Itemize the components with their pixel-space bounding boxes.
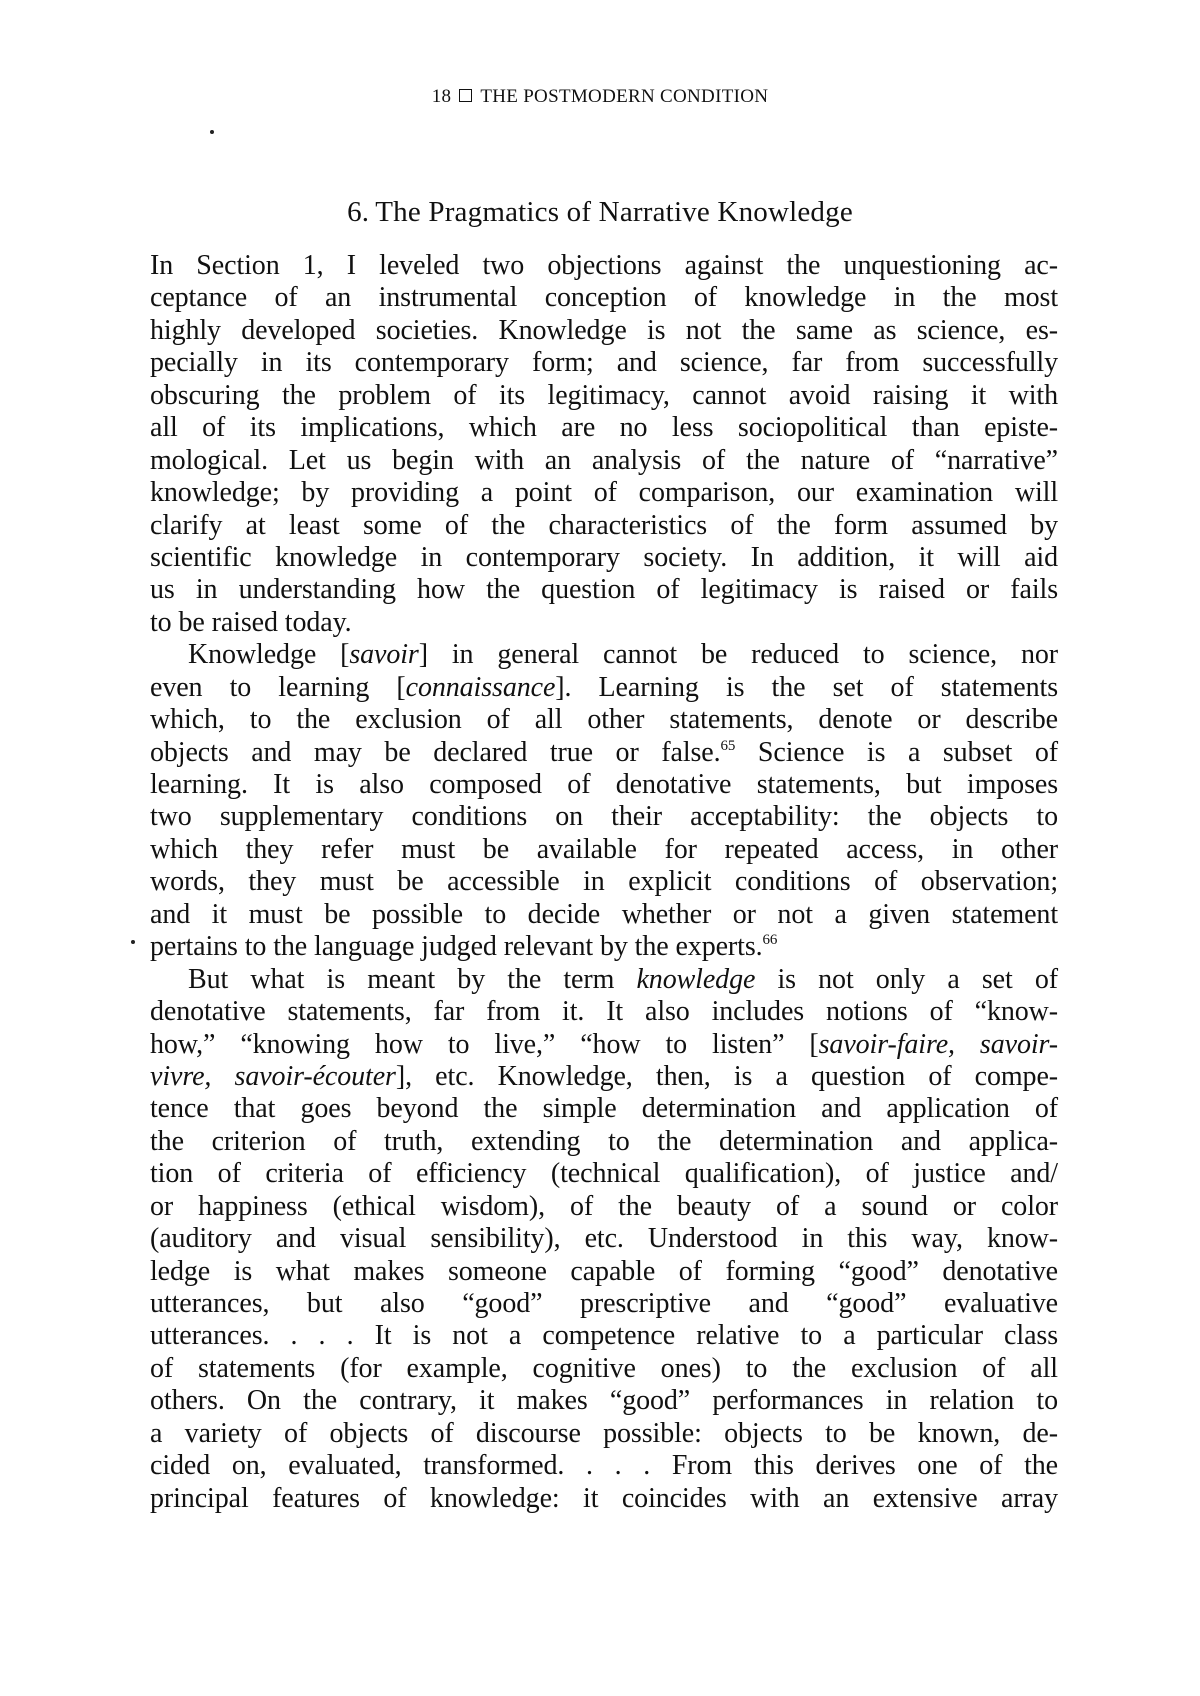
text-line: learning. It is also composed of denotative statements, but imposes — [150, 769, 1058, 800]
text-line: obscuring the problem of its legitimacy, cannot avoid raising it with — [150, 379, 1058, 411]
text-line: words, they must be accessible in explicit conditions of observation; — [150, 866, 1058, 898]
text-span: is not only a set of — [755, 963, 1058, 995]
text-line: knowledge; by providing a point of comparison, our examination will — [150, 477, 1058, 509]
text-span: Science is a subset of — [735, 736, 1058, 768]
italic-term: knowledge — [636, 963, 756, 995]
text-line: which they refer must be available for repeated access, in other — [150, 833, 1058, 865]
text-line: which, to the exclusion of all other statements, denote or describe — [150, 704, 1058, 736]
text-span: Knowledge [ — [188, 639, 350, 671]
book-title: THE POSTMODERN CONDITION — [480, 86, 769, 107]
italic-term: savoir — [349, 639, 419, 671]
text-line: us in understanding how the question of legitimacy is raised or fails — [150, 574, 1058, 606]
text-line: (auditory and visual sensibility), etc. Understood in this way, know- — [150, 1223, 1058, 1255]
chapter-title — [0, 196, 1200, 229]
text-line — [150, 737, 1058, 769]
italic-term: vivre, savoir-écouter — [150, 1060, 396, 1092]
text-line: highly developed societies. Knowledge is not the same as science, es- — [150, 314, 1058, 346]
chapter-name: The Pragmatics of Narrative Knowledge — [375, 196, 853, 228]
text-line: and it must be possible to decide whether or not a given statement — [150, 898, 1058, 930]
footnote-ref: 65 — [720, 737, 736, 754]
text-line: a variety of objects of discourse possible: objects to be known, de- — [150, 1417, 1058, 1449]
text-line — [150, 931, 1058, 963]
text-span: ]. Learning is the set of statements — [555, 671, 1058, 703]
text-line — [150, 672, 1058, 704]
text-line: to be raised today. — [150, 606, 352, 638]
text-line — [150, 964, 1058, 996]
text-line: utterances, but also “good” prescriptive and “good” evaluative — [150, 1288, 1058, 1319]
text-line: clarify at least some of the characteristics of the form assumed by — [150, 509, 1058, 541]
text-line: tion of criteria of efficiency (technical qualification), of justice and/ — [150, 1158, 1058, 1190]
text-line: In Section 1, I leveled two objections against the unquestioning ac- — [150, 250, 1058, 281]
italic-term: savoir-faire, savoir- — [818, 1028, 1058, 1060]
text-line: ledge is what makes someone capable of forming “good” denotative — [150, 1255, 1058, 1287]
text-span: pertains to the language judged relevant by the experts. — [150, 931, 763, 963]
box-separator-icon — [459, 89, 472, 102]
text-line: scientific knowledge in contemporary society. In addition, it will aid — [150, 541, 1058, 573]
text-line: principal features of knowledge: it coincides with an extensive array — [150, 1482, 1058, 1514]
text-line: the criterion of truth, extending to the determination and applica- — [150, 1125, 1058, 1157]
page-number: 18 — [431, 86, 452, 107]
italic-term: connaissance — [405, 671, 556, 703]
text-line — [150, 1029, 1058, 1061]
chapter-number: 6. — [347, 196, 370, 228]
text-span: ] in general cannot be reduced to science, nor — [418, 639, 1058, 671]
text-line: mological. Let us begin with an analysis of the nature of “narrative” — [150, 444, 1058, 476]
text-line: cided on, evaluated, transformed. . . . From this derives one of the — [150, 1450, 1058, 1482]
text-span: how,” “knowing how to live,” “how to listen” [ — [150, 1028, 819, 1060]
text-line: ceptance of an instrumental conception of knowledge in the most — [150, 282, 1058, 314]
text-span: ], etc. Knowledge, then, is a question of compe- — [395, 1060, 1059, 1092]
text-line: or happiness (ethical wisdom), of the beauty of a sound or color — [150, 1190, 1058, 1222]
text-span: even to learning [ — [150, 671, 406, 703]
text-line: pecially in its contemporary form; and science, far from successfully — [150, 347, 1058, 379]
print-speck — [210, 130, 214, 134]
text-line: two supplementary conditions on their acceptability: the objects to — [150, 801, 1058, 833]
text-line — [150, 1061, 1058, 1093]
text-line: denotative statements, far from it. It also includes notions of “know- — [150, 996, 1058, 1028]
text-line: tence that goes beyond the simple determination and application of — [150, 1093, 1058, 1125]
print-speck — [131, 940, 135, 944]
text-line: others. On the contrary, it makes “good” performances in relation to — [150, 1385, 1058, 1417]
text-line — [150, 639, 1058, 671]
text-span: objects and may be declared true or false. — [150, 736, 721, 768]
body-text — [150, 250, 1058, 1515]
text-line: of statements (for example, cognitive ones) to the exclusion of all — [150, 1352, 1058, 1384]
running-head — [0, 86, 1200, 108]
text-line: utterances. . . . It is not a competence relative to a particular class — [150, 1320, 1058, 1352]
text-line: all of its implications, which are no less sociopolitical than episte- — [150, 412, 1058, 444]
footnote-ref: 66 — [762, 932, 778, 949]
text-span: But what is meant by the term — [188, 963, 637, 995]
